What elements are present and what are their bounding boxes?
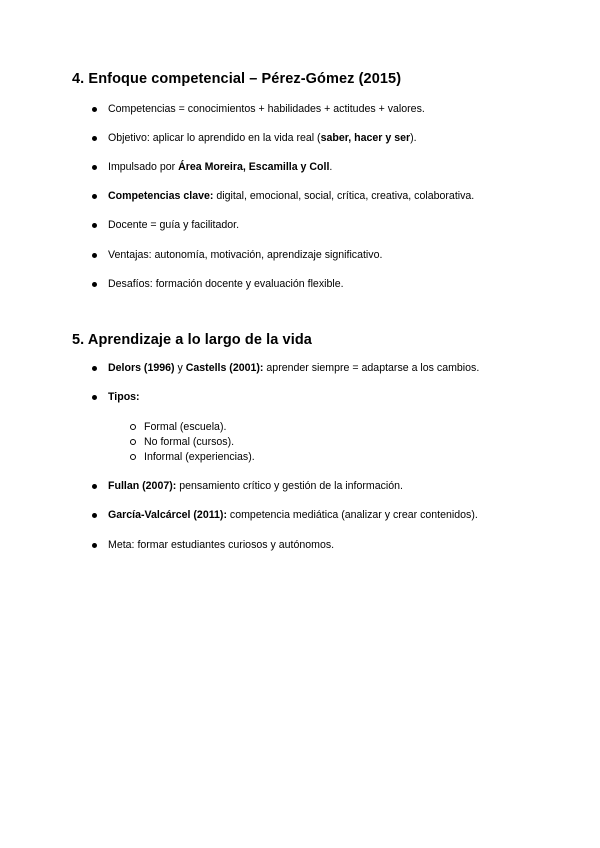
list-item: Ventajas: autonomía, motivación, aprendizaje significativo. [108,249,383,261]
list-item: Desafíos: formación docente y evaluación flexible. [108,278,344,290]
list-item: Meta: formar estudiantes curiosos y autónomos. [108,539,335,551]
list-item: Delors (1996) y Castells (2001): aprender siempre = adaptarse a los cambios. [108,362,480,374]
list-item: Docente = guía y facilitador. [108,219,240,231]
list-item: Tipos: [108,391,140,403]
sub-list-item: Formal (escuela). [144,421,227,433]
sub-list-item: Informal (experiencias). [144,451,255,463]
list-item: Objetivo: aplicar lo aprendido en la vida real (saber, hacer y ser). [108,132,417,144]
section-4-heading: 4. Enfoque competencial – Pérez-Gómez (2015) [72,71,402,87]
list-item: Competencias clave: digital, emocional, social, crítica, creativa, colaborativa. [108,190,475,202]
list-item: Fullan (2007): pensamiento crítico y gestión de la información. [108,480,404,492]
list-item: Competencias = conocimientos + habilidades + actitudes + valores. [108,103,425,115]
list-item: García-Valcárcel (2011): competencia mediática (analizar y crear contenidos). [108,509,478,521]
section-5-heading: 5. Aprendizaje a lo largo de la vida [72,332,312,348]
sub-list-item: No formal (cursos). [144,436,235,448]
list-item: Impulsado por Área Moreira, Escamilla y Coll. [108,161,333,173]
